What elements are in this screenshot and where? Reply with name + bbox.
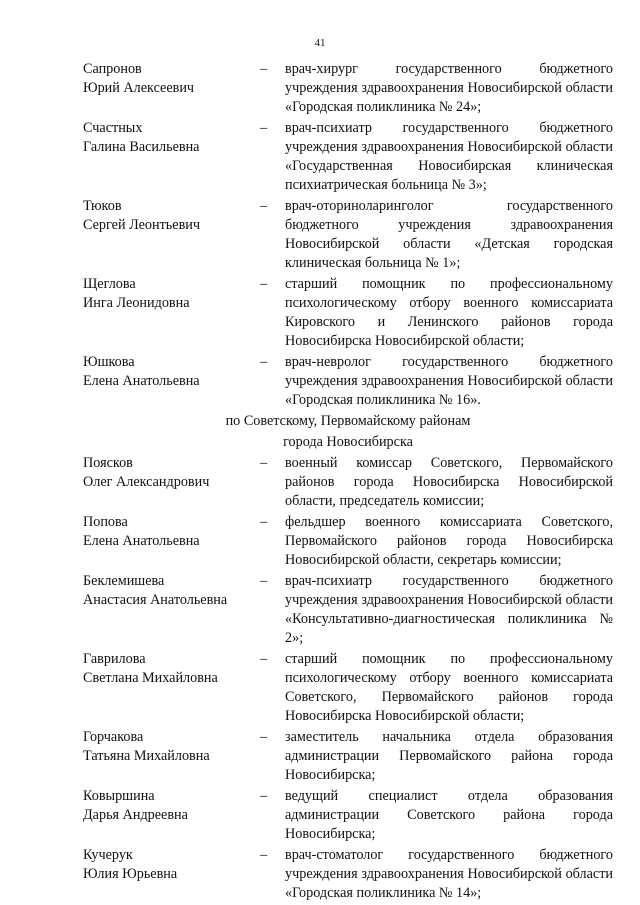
list-item — [83, 650, 613, 726]
member-name — [83, 454, 260, 492]
list-item — [83, 275, 613, 351]
list-item — [83, 60, 613, 117]
document-body — [83, 60, 613, 905]
member-position: врач-стоматолог государственного бюджетного учреждения здравоохранения Новосибирской области «Городская поликлиника № 14»; — [285, 847, 613, 901]
dash-separator: – — [260, 276, 268, 292]
dash-separator: – — [260, 354, 268, 370]
member-position: ведущий специалист отдела образования администрации Советского района города Новосибирска; — [285, 788, 613, 842]
member-given-names: Галина Васильевна — [83, 139, 200, 155]
member-given-names: Елена Анатольевна — [83, 373, 200, 389]
member-surname: Тюков — [83, 198, 122, 214]
member-position: врач-хирург государственного бюджетного учреждения здравоохранения Новосибирской области «Городская поликлиника № 24»; — [285, 61, 613, 115]
dash-separator: – — [260, 788, 268, 804]
member-position: военный комиссар Советского, Первомайского районов города Новосибирска Новосибирской области, председатель комиссии; — [285, 455, 613, 509]
member-given-names: Сергей Леонтьевич — [83, 217, 200, 233]
member-surname: Юшкова — [83, 354, 135, 370]
member-position: врач-невролог государственного бюджетного учреждения здравоохранения Новосибирской области «Городская поликлиника № 16». — [285, 354, 613, 408]
list-item — [83, 572, 613, 648]
member-surname: Счастных — [83, 120, 143, 136]
member-position: старший помощник по профессиональному психологическому отбору военного комиссариата Советского, Первомайского районов города Новосибирска Новосибирской области; — [285, 651, 613, 724]
member-name — [83, 787, 260, 825]
section-heading-line-1: по Советскому, Первомайскому районам — [225, 413, 471, 429]
member-name — [83, 650, 260, 688]
member-surname: Гаврилова — [83, 651, 146, 667]
member-given-names: Анастасия Анатольевна — [83, 592, 228, 608]
member-given-names: Светлана Михайловна — [83, 670, 218, 686]
member-given-names: Олег Александрович — [83, 474, 210, 490]
dash-separator: – — [260, 198, 268, 214]
member-position: врач-психиатр государственного бюджетного учреждения здравоохранения Новосибирской области «Государственная Новосибирская клиническая психиатрическая больница № 3»; — [285, 120, 613, 193]
list-item — [83, 513, 613, 570]
list-item — [83, 454, 613, 511]
member-surname: Поясков — [83, 455, 133, 471]
member-position: старший помощник по профессиональному психологическому отбору военного комиссариата Кировского и Ленинского районов города Новосибирска Новосибирской области; — [285, 276, 613, 349]
member-surname: Ковыршина — [83, 788, 155, 804]
member-given-names: Дарья Андреевна — [83, 807, 188, 823]
member-name — [83, 119, 260, 157]
section-heading — [83, 412, 613, 452]
member-position: заместитель начальника отдела образования администрации Первомайского района города Новосибирска; — [285, 729, 613, 783]
member-name — [83, 353, 260, 391]
dash-separator: – — [260, 651, 268, 667]
member-given-names: Юлия Юрьевна — [83, 866, 178, 882]
member-surname: Щеглова — [83, 276, 136, 292]
member-name — [83, 197, 260, 235]
dash-separator: – — [260, 120, 268, 136]
dash-separator: – — [260, 61, 268, 77]
member-name — [83, 275, 260, 313]
dash-separator: – — [260, 729, 268, 745]
member-given-names: Инга Леонидовна — [83, 295, 190, 311]
list-item — [83, 119, 613, 195]
member-surname: Сапронов — [83, 61, 142, 77]
member-given-names: Татьяна Михайловна — [83, 748, 210, 764]
member-position: врач-психиатр государственного бюджетного учреждения здравоохранения Новосибирской области «Консультативно-диагностическая поликлиника № 2»; — [285, 573, 613, 646]
dash-separator: – — [260, 847, 268, 863]
dash-separator: – — [260, 455, 268, 471]
list-item — [83, 197, 613, 273]
member-name — [83, 572, 260, 610]
member-name — [83, 60, 260, 98]
member-surname: Горчакова — [83, 729, 144, 745]
list-item — [83, 728, 613, 785]
member-surname: Попова — [83, 514, 128, 530]
list-item — [83, 787, 613, 844]
member-position: врач-оториноларинголог государственного бюджетного учреждения здравоохранения Новосибирской области «Детская городская клиническая больница № 1»; — [285, 198, 613, 271]
list-item — [83, 353, 613, 410]
section-heading-line-2: города Новосибирска — [283, 434, 413, 450]
member-surname: Беклемишева — [83, 573, 165, 589]
list-item — [83, 846, 613, 903]
member-list-group-2 — [83, 454, 613, 903]
page-number: 41 — [314, 37, 326, 49]
member-position: фельдшер военного комиссариата Советского, Первомайского районов города Новосибирска Новосибирской области, секретарь комиссии; — [285, 514, 613, 568]
member-given-names: Юрий Алексеевич — [83, 80, 195, 96]
dash-separator: – — [260, 514, 268, 530]
member-name — [83, 728, 260, 766]
member-surname: Кучерук — [83, 847, 133, 863]
member-name — [83, 846, 260, 884]
member-given-names: Елена Анатольевна — [83, 533, 200, 549]
dash-separator: – — [260, 573, 268, 589]
member-name — [83, 513, 260, 551]
member-list-group-1 — [83, 60, 613, 410]
